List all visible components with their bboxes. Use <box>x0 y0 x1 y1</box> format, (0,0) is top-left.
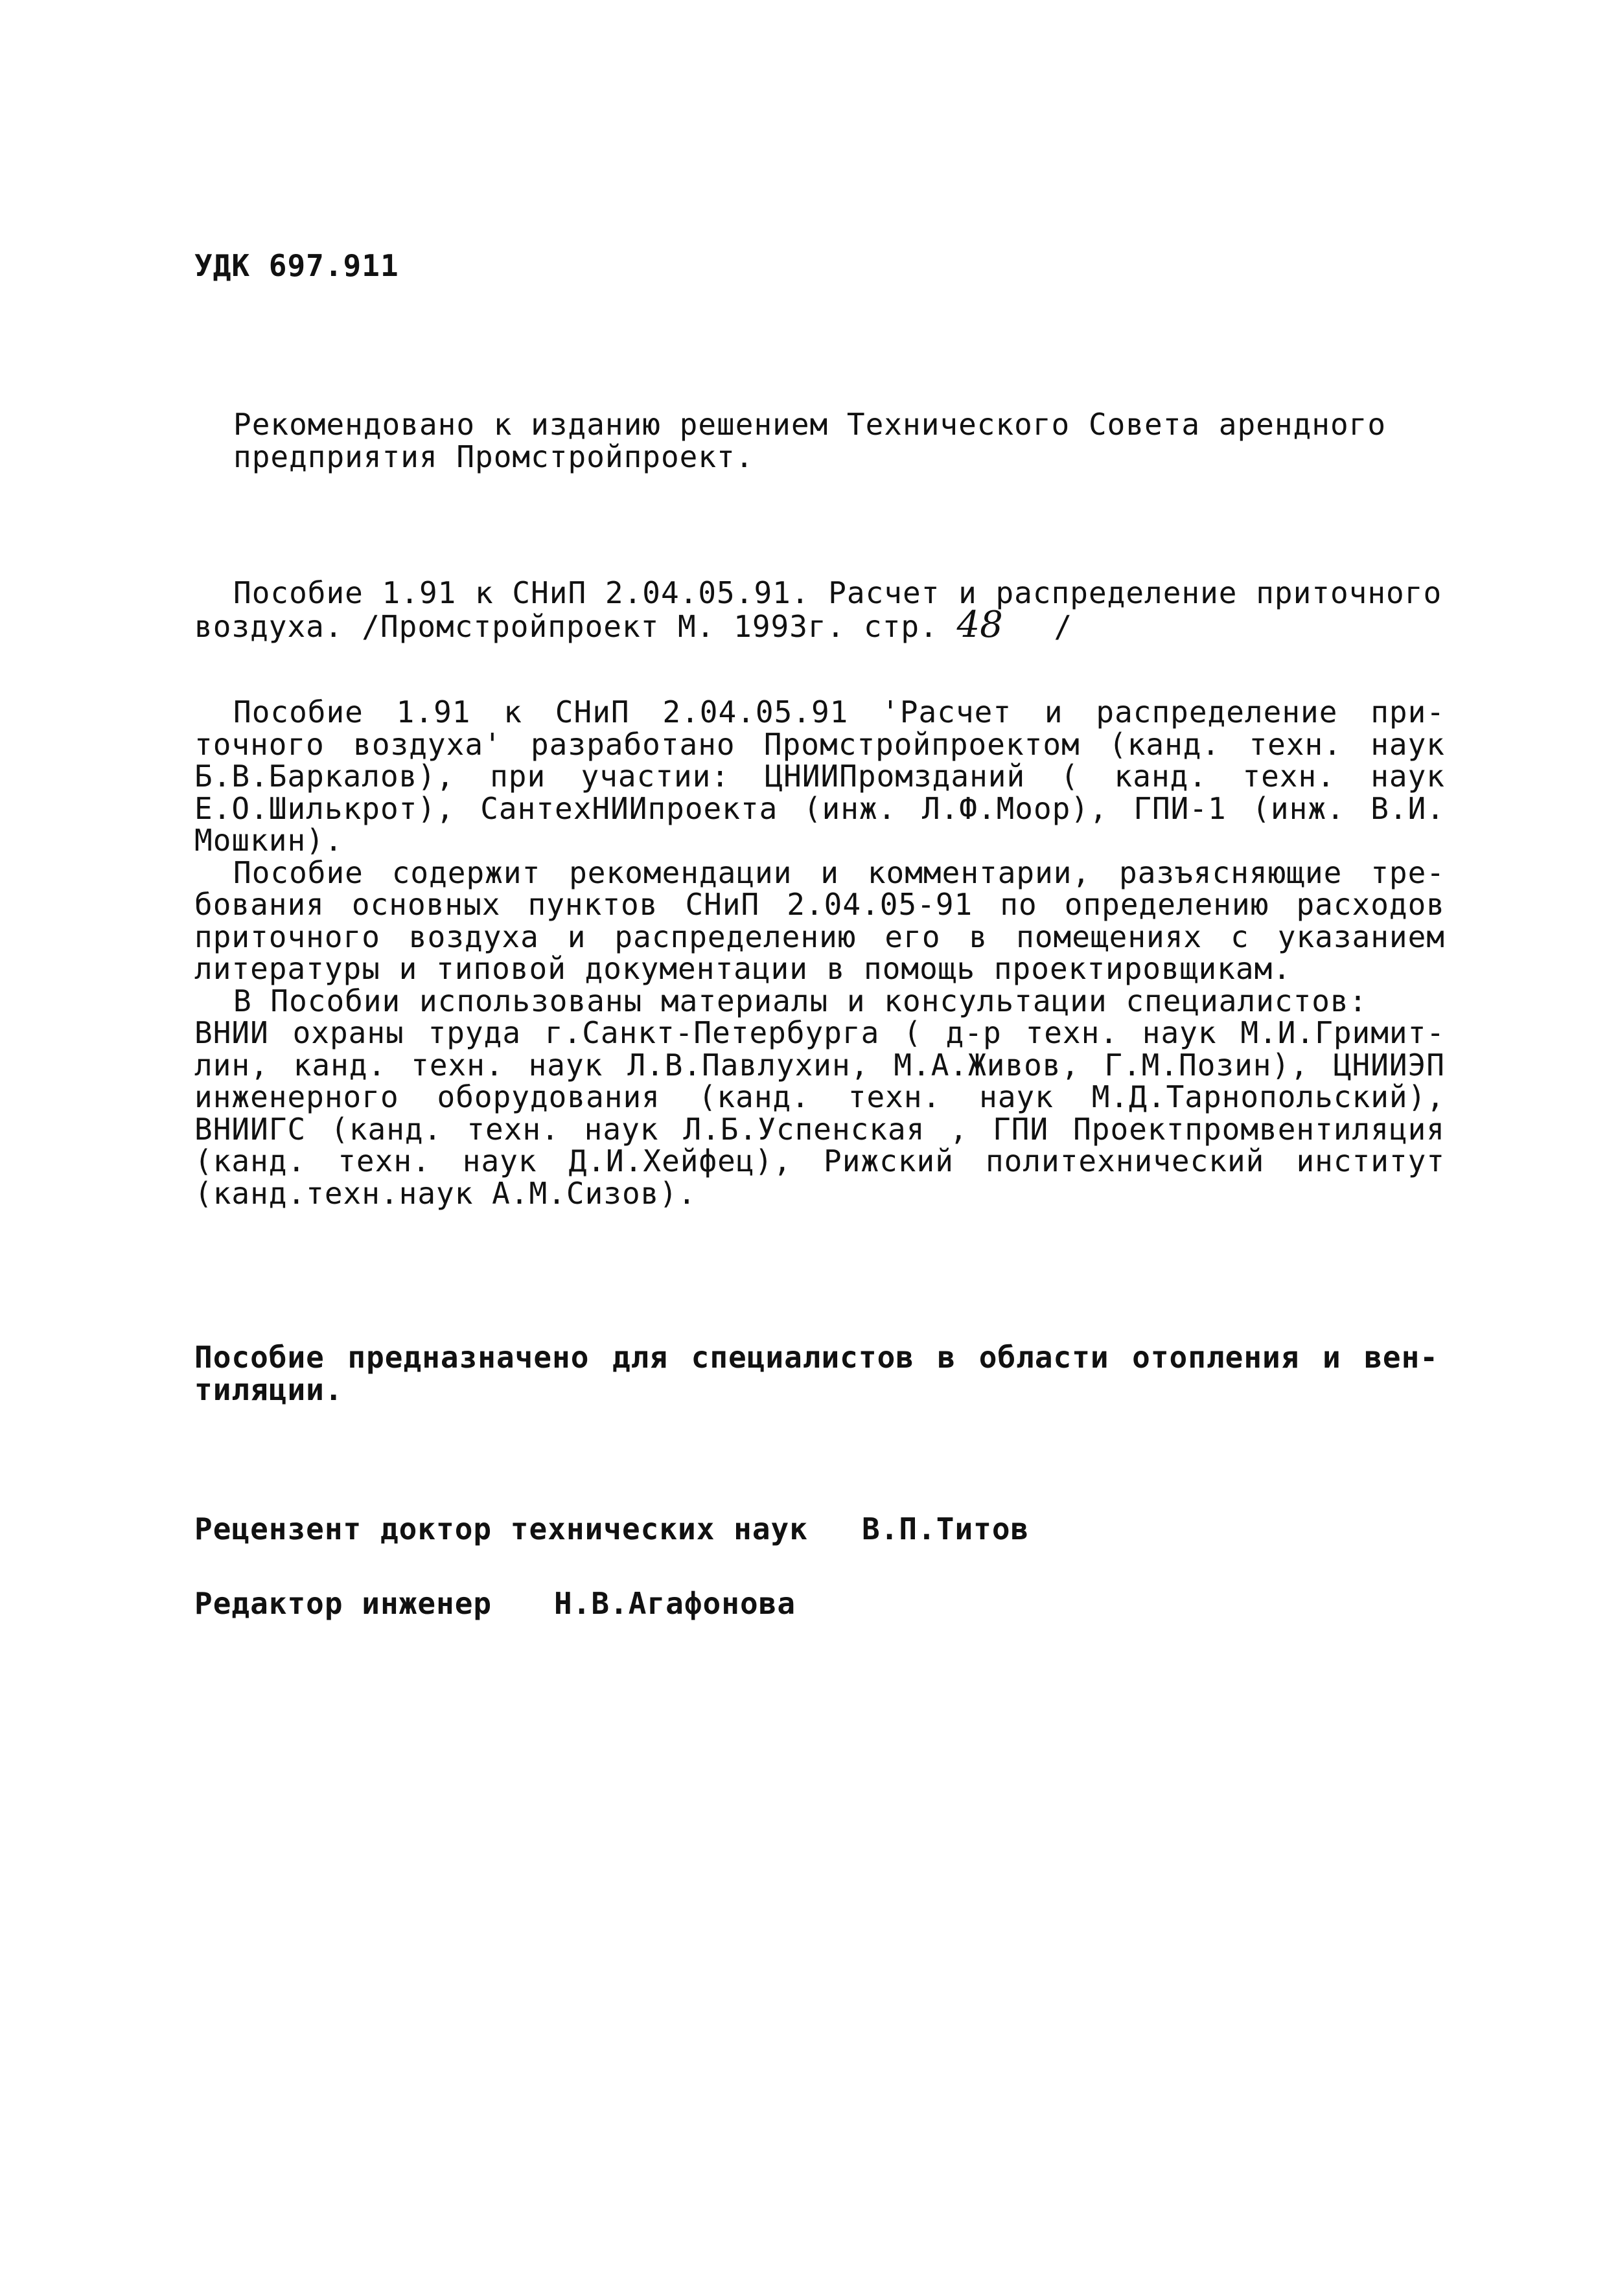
abstract-line: В Пособии использованы материалы и консультации специалистов: <box>233 983 1368 1018</box>
handwritten-page-count: 48 <box>956 604 1003 646</box>
citation-end-mark: / <box>1054 609 1073 644</box>
citation-line <box>194 604 1442 646</box>
abstract-line: инженерного оборудования (канд. техн. наук М.Д.Тарнопольский), <box>194 1079 1445 1114</box>
recommendation-note <box>233 408 1386 473</box>
abstract-line: Мошкин). <box>194 823 343 858</box>
abstract-line: (канд. техн. наук Д.И.Хейфец), Рижский политехнический институт <box>194 1143 1445 1178</box>
abstract-line: ВНИИ охраны труда г.Санкт-Петербурга ( д-р техн. наук М.И.Гримит- <box>194 1015 1445 1050</box>
reviewer-name: В.П.Титов <box>862 1511 1030 1546</box>
editor-name: Н.В.Агафонова <box>554 1586 796 1621</box>
reviewer-label: Рецензент доктор технических наук <box>194 1511 808 1546</box>
recommendation-line: Рекомендовано к изданию решением Технического Совета арендного <box>233 407 1387 442</box>
abstract-line: Пособие 1.91 к СНиП 2.04.05.91 'Расчет и распределение при- <box>233 695 1445 729</box>
recommendation-line: предприятия Промстройпроект. <box>233 439 754 474</box>
abstract-line: бования основных пунктов СНиП 2.04.05-91 по определению расходов <box>194 887 1445 922</box>
udk-code: УДК 697.911 <box>194 248 399 283</box>
citation-line: Пособие 1.91 к СНиП 2.04.05.91. Расчет и распределение приточного <box>233 575 1442 610</box>
abstract-line: Е.О.Шилькрот), СантехНИИпроекта (инж. Л.Ф.Моор), ГПИ-1 (инж. В.И. <box>194 790 1445 826</box>
editor-credit <box>194 1586 796 1621</box>
abstract-line: литературы и типовой документации в помощь проектировщикам. <box>194 951 1291 986</box>
abstract-line: ВНИИГС (канд. техн. наук Л.Б.Успенская , ГПИ Проектпромвентиляция <box>194 1111 1445 1147</box>
purpose-statement <box>194 1341 1439 1406</box>
abstract-line: Пособие содержит рекомендации и комментарии, разъясняющие тре- <box>233 855 1445 890</box>
purpose-line: тиляции. <box>194 1372 343 1407</box>
purpose-line: Пособие предназначено для специалистов в области отопления и вен- <box>194 1340 1439 1375</box>
citation-text: воздуха. /Промстройпроект М. 1993г. стр. <box>194 609 938 644</box>
reviewer-credit <box>194 1511 1030 1546</box>
abstract-line: приточного воздуха и распределению его в помещениях с указанием <box>194 919 1445 954</box>
editor-label: Редактор инженер <box>194 1586 492 1621</box>
abstract-line: лин, канд. техн. наук Л.В.Павлухин, М.А.Живов, Г.М.Позин), ЦНИИЭП <box>194 1047 1445 1083</box>
abstract <box>194 696 1445 1210</box>
abstract-line: точного воздуха' разработано Промстройпроектом (канд. техн. наук <box>194 726 1445 762</box>
bibliographic-citation <box>194 575 1442 646</box>
abstract-line: (канд.техн.наук А.М.Сизов). <box>194 1175 697 1211</box>
abstract-line: Б.В.Баркалов), при участии: ЦНИИПромзданий ( канд. техн. наук <box>194 759 1445 794</box>
